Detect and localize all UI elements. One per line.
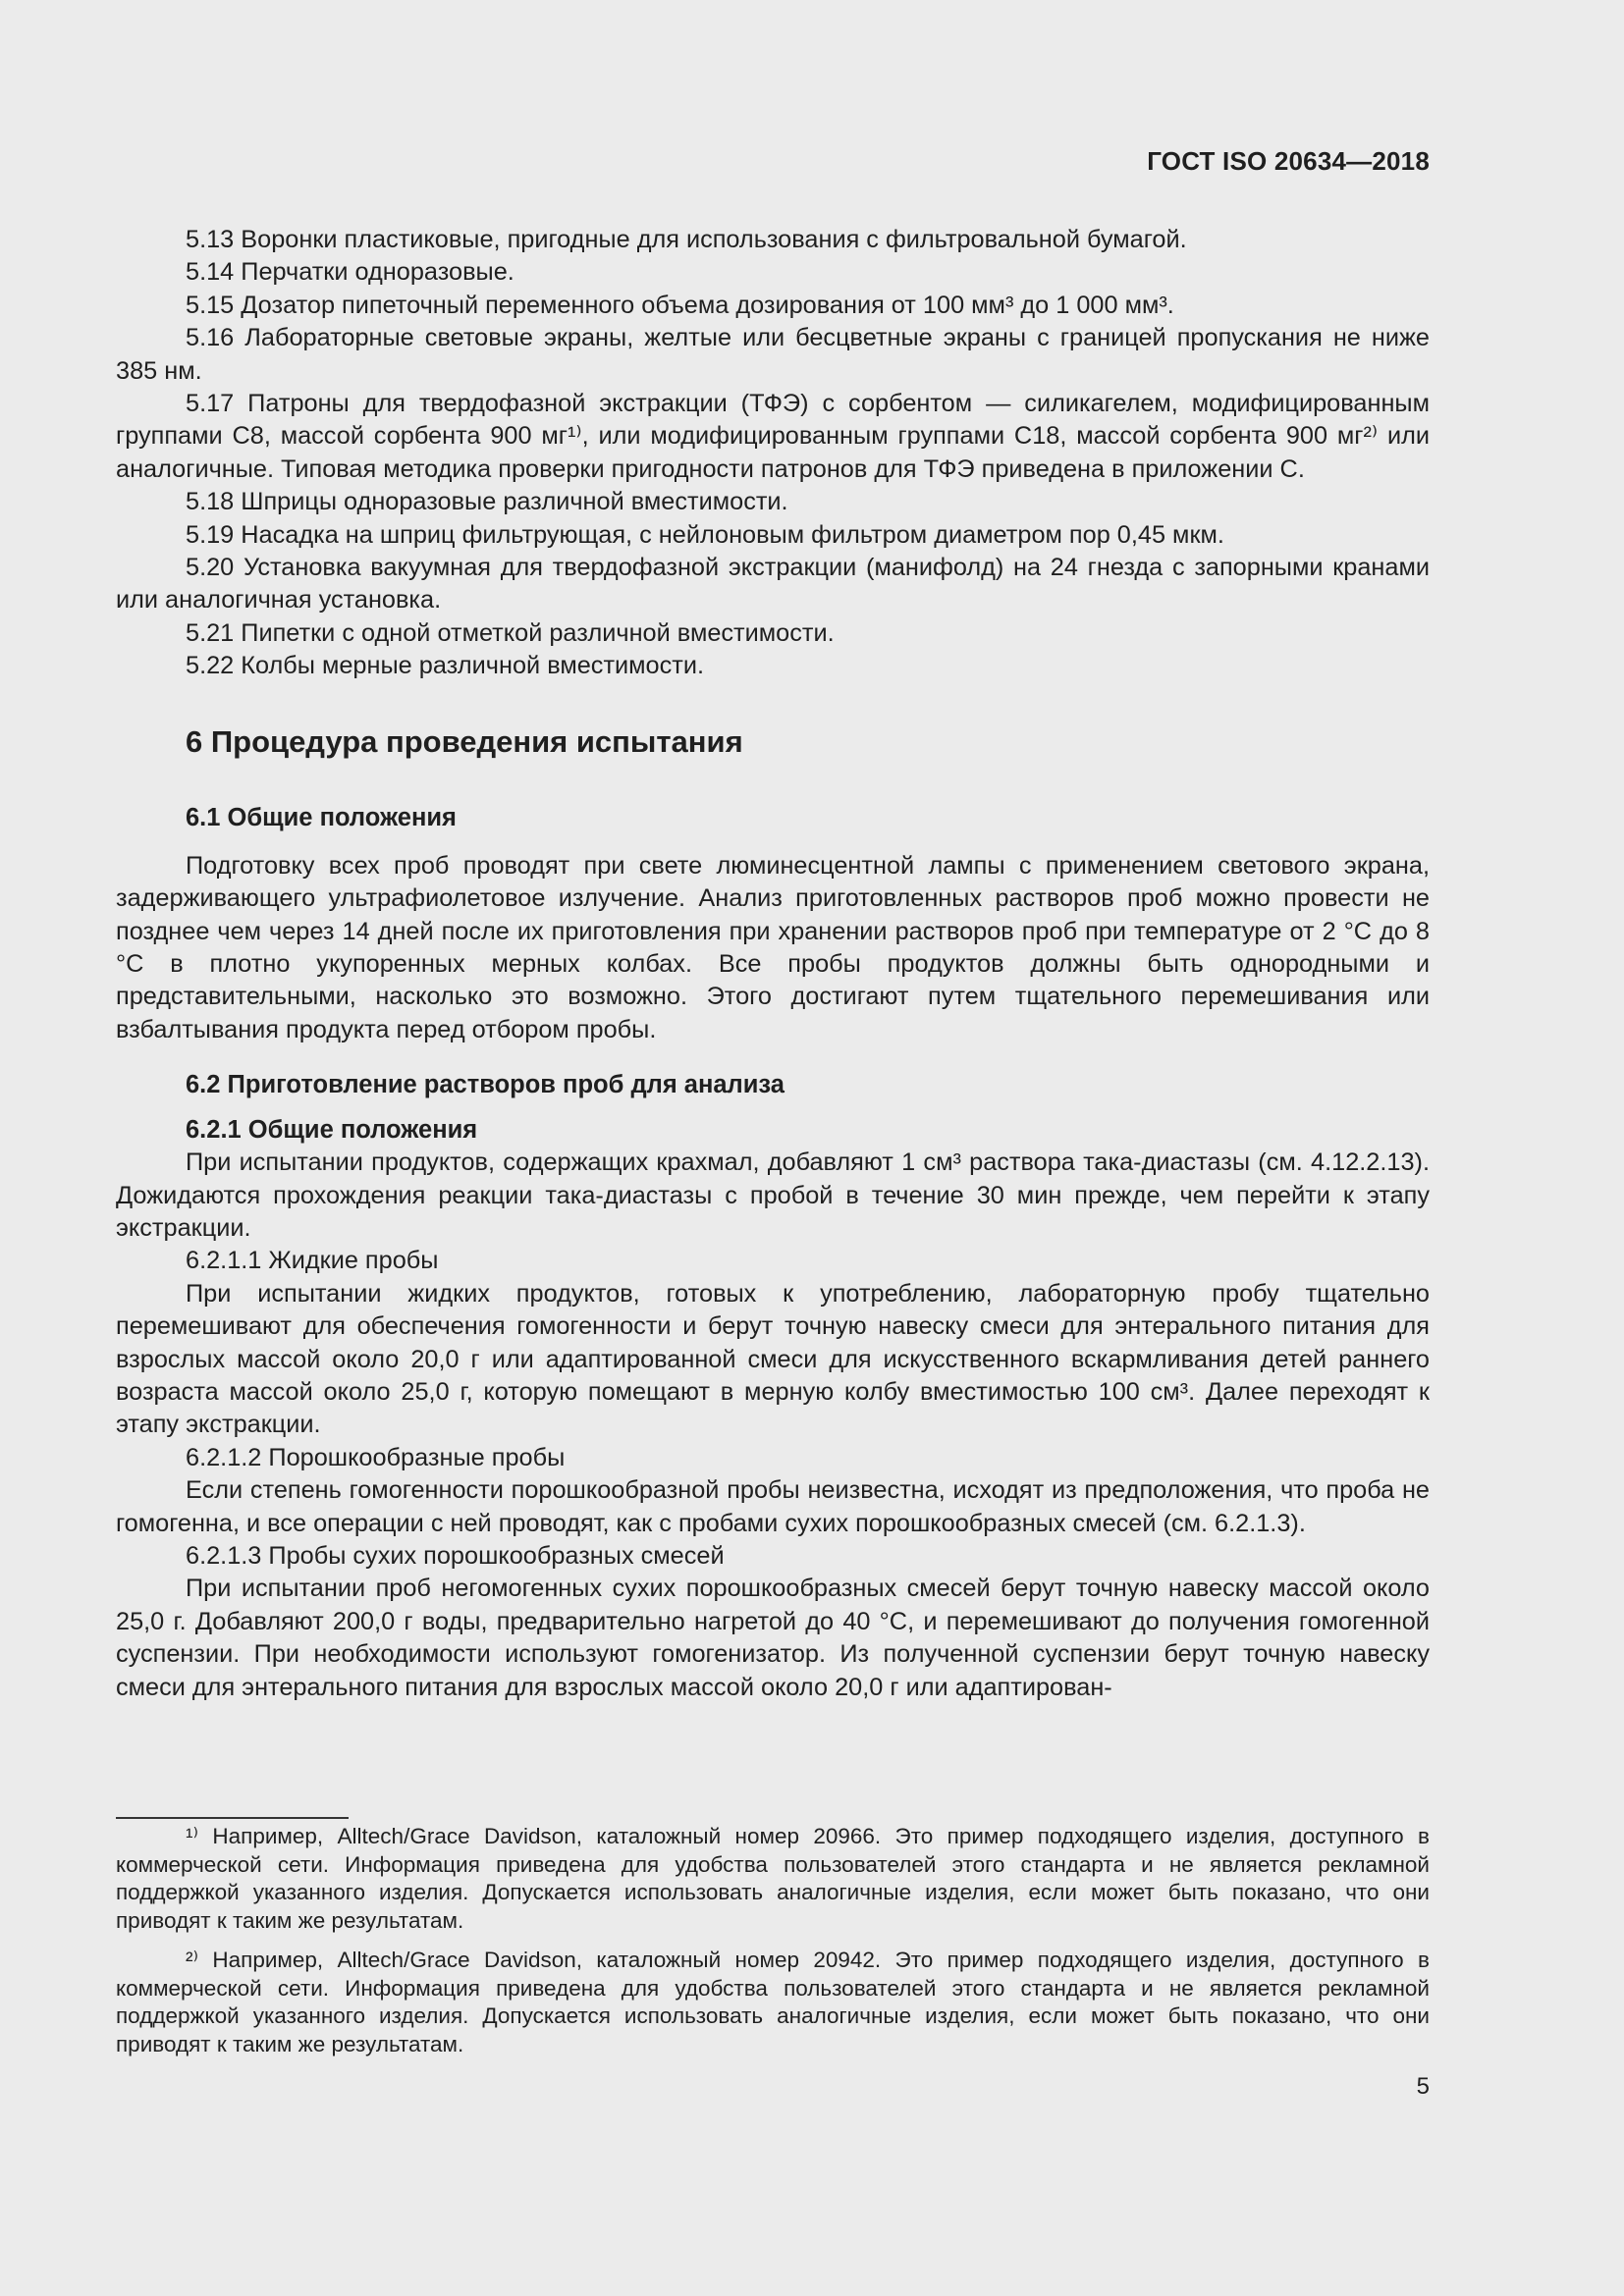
section-6-2-heading: 6.2 Приготовление растворов проб для анализа: [186, 1071, 785, 1099]
footnote-2: ²⁾ Например, Alltech/Grace Davidson, каталожный номер 20942. Это пример подходящего изделия, доступного в коммерческой сети. Информация приведена для удобства пользователей этого стандарта и не является рекламной поддержкой указанного изделия. Допускается использовать аналогичные изделия, если может быть показано, что они приводят к таким же результатам.: [116, 1948, 1430, 2056]
list-item: 5.19 Насадка на шприц фильтрующая, с нейлоновым фильтром диаметром пор 0,45 мкм.: [186, 520, 1224, 549]
list-item: 5.15 Дозатор пипеточный переменного объема дозирования от 100 мм³ до 1 000 мм³.: [186, 291, 1174, 319]
section-6-2-1-2-text: Если степень гомогенности порошкообразной пробы неизвестна, исходят из предположения, что проба не гомогенна, и все операции с ней проводят, как с пробами сухих порошкообразных смесей (см. 6.2.1.3).: [116, 1476, 1430, 1537]
document-body: [116, 224, 1430, 1704]
section-6-1-heading: 6.1 Общие положения: [186, 803, 457, 831]
section-6-1-text: Подготовку всех проб проводят при свете люминесцентной лампы с применением светового экрана, задерживающего ультрафиолетовое излучение. Анализ приготовленных растворов проб можно провести не позднее чем через 14 дней после их приготовления при хранении растворов проб при температуре от 2 °С до 8 °С в плотно укупоренных мерных колбах. Все пробы продуктов должны быть однородными и представительными, насколько это возможно. Этого достигают путем тщательного перемешивания или взбалтывания продукта перед отбором пробы.: [116, 851, 1430, 1043]
list-item: 5.18 Шприцы одноразовые различной вместимости.: [186, 488, 788, 516]
section-6-2-1-1-heading: 6.2.1.1 Жидкие пробы: [186, 1247, 439, 1275]
list-item: 5.20 Установка вакуумная для твердофазной экстракции (манифолд) на 24 гнезда с запорными кранами или аналогичная установка.: [116, 554, 1430, 614]
section-6-2-1-3-heading: 6.2.1.3 Пробы сухих порошкообразных смесей: [186, 1542, 725, 1570]
list-item: 5.16 Лабораторные световые экраны, желтые или бесцветные экраны с границей пропускания не ниже 385 нм.: [116, 324, 1430, 385]
section-6-2-1-heading: 6.2.1 Общие положения: [186, 1116, 478, 1145]
list-item: 5.17 Патроны для твердофазной экстракции (ТФЭ) с сорбентом — силикагелем, модифицированным группами С8, массой сорбента 900 мг¹⁾, или модифицированным группами С18, массой сорбента 900 мг²⁾ или аналогичные. Типовая методика проверки пригодности патронов для ТФЭ приведена в приложении С.: [116, 390, 1430, 483]
list-item: 5.22 Колбы мерные различной вместимости.: [186, 652, 705, 680]
footnote-separator: [116, 1817, 349, 1819]
footnotes: [116, 1823, 1430, 2058]
document-code-header: ГОСТ ISO 20634—2018: [1147, 146, 1430, 176]
section-6-2-1-2-heading: 6.2.1.2 Порошкообразные пробы: [186, 1443, 566, 1471]
section-6-heading: 6 Процедура проведения испытания: [186, 723, 743, 759]
footnote-1: ¹⁾ Например, Alltech/Grace Davidson, каталожный номер 20966. Это пример подходящего изделия, доступного в коммерческой сети. Информация приведена для удобства пользователей этого стандарта и не является рекламной поддержкой указанного изделия. Допускается использовать аналогичные изделия, если может быть показано, что они приводят к таким же результатам.: [116, 1824, 1430, 1933]
section-6-2-1-3-text: При испытании проб негомогенных сухих порошкообразных смесей берут точную навеску массой около 25,0 г. Добавляют 200,0 г воды, предварительно нагретой до 40 °С, и перемешивают до получения гомогенной суспензии. При необходимости используют гомогенизатор. Из полученной суспензии берут точную навеску смеси для энтерального питания для взрослых массой около 20,0 г или адаптирован-: [116, 1575, 1430, 1701]
page-number: 5: [1416, 2073, 1430, 2100]
section-6-2-1-text: При испытании продуктов, содержащих крахмал, добавляют 1 см³ раствора така-диастазы (см. 4.12.2.13). Дожидаются прохождения реакции така-диастазы с пробой в течение 30 мин прежде, чем перейти к этапу экстракции.: [116, 1148, 1430, 1242]
list-item: 5.21 Пипетки с одной отметкой различной вместимости.: [186, 618, 835, 647]
section-6-2-1-1-text: При испытании жидких продуктов, готовых к употреблению, лабораторную пробу тщательно перемешивают для обеспечения гомогенности и берут точную навеску смеси для энтерального питания для взрослых массой около 20,0 г или адаптированной смеси для искусственного вскармливания детей раннего возраста массой около 25,0 г, которую помещают в мерную колбу вместимостью 100 см³. Далее переходят к этапу экстракции.: [116, 1279, 1430, 1439]
list-item: 5.13 Воронки пластиковые, пригодные для использования с фильтровальной бумагой.: [186, 226, 1187, 253]
list-item: 5.14 Перчатки одноразовые.: [186, 258, 514, 287]
